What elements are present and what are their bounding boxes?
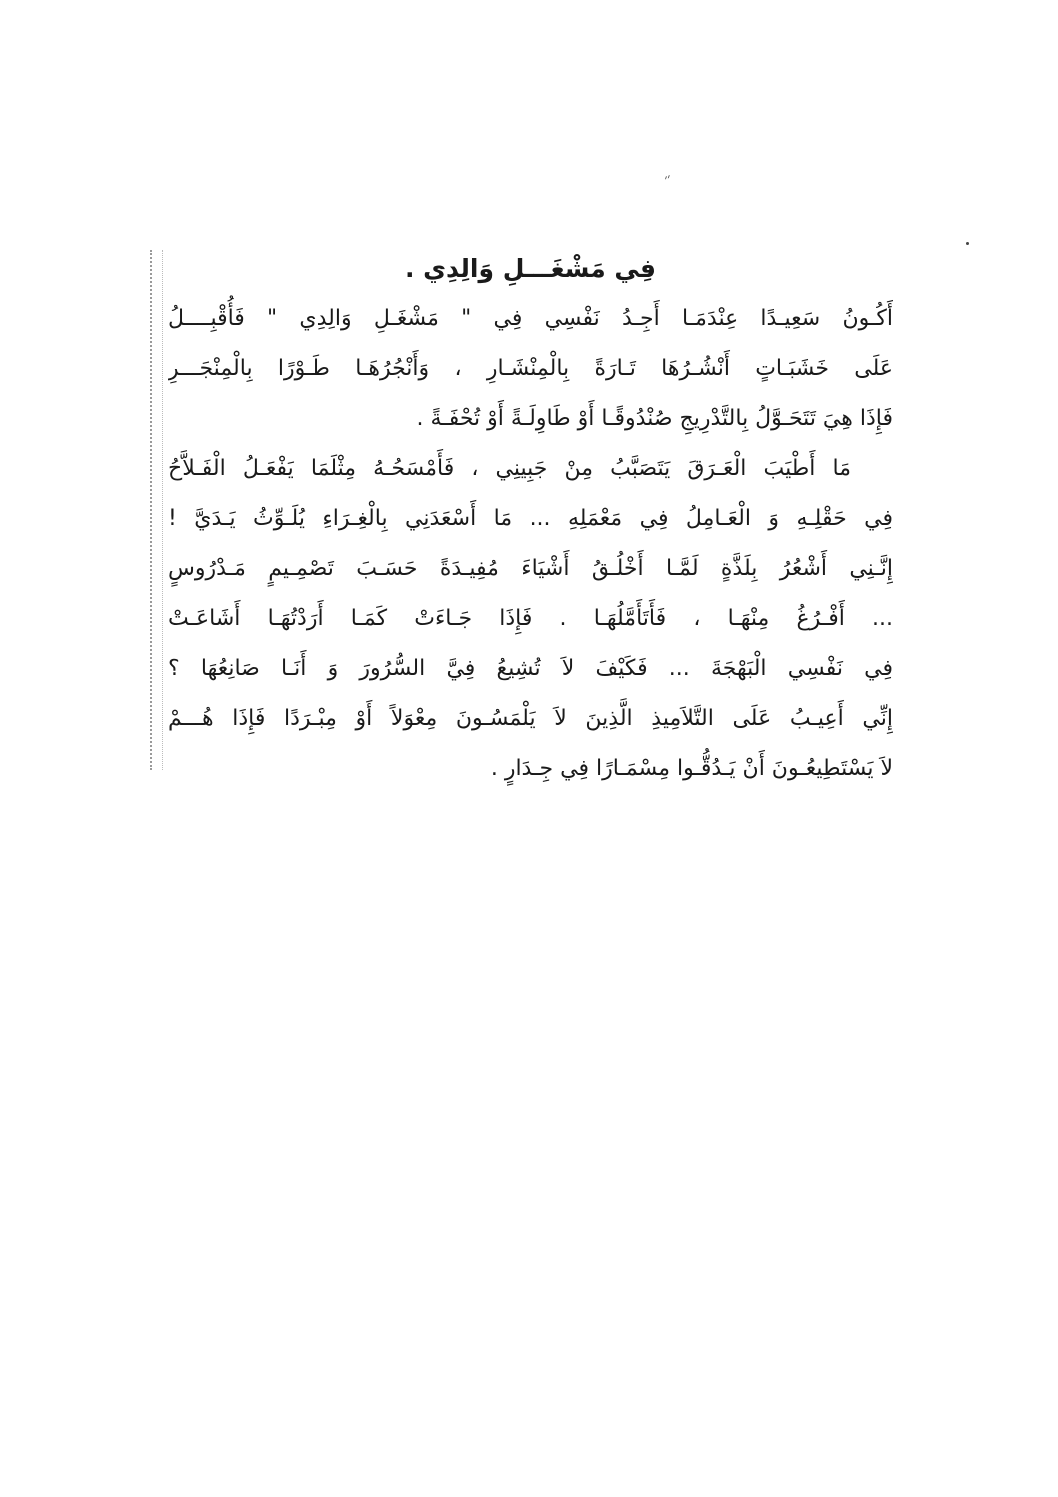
scan-artifact-dot xyxy=(966,242,969,245)
scan-artifact-mark: ״ xyxy=(661,171,675,188)
document-title: فِي مَشْغَـــلِ وَالِدِي . xyxy=(404,254,657,283)
scan-artifact-edge xyxy=(150,250,152,770)
text-line-3: فَإِذَا هِيَ تَتَحَـوَّلُ بِالتَّدْرِيجِ صُنْدُوقًـا أَوْ طَاوِلَـةً أَوْ تُحْفَـةً . xyxy=(416,406,893,431)
text-line-5: فِي حَقْلِـهِ وَ الْعَـامِلُ فِي مَعْمَلِهِ ... مَا أَسْعَدَنِي بِالْغِـرَاءِ يُلَـوِّثُ يَـدَيَّ ! xyxy=(168,506,893,531)
arabic-text-block xyxy=(168,248,893,794)
text-line-9: إِنِّي أَعِيـبُ عَلَى التَّلاَمِيذِ الَّذِينَ لاَ يَلْمَسُـونَ مِعْوَلاً أَوْ مِبْـرَدًا فَإِذَا هُـــمْ xyxy=(168,706,893,731)
text-line-1: أَكُـونُ سَعِيـدًا عِنْدَمَـا أَجِـدُ نَفْسِي فِي " مَشْغَـلِ وَالِدِي " فَأُقْبِــــلُ xyxy=(168,306,893,331)
scan-artifact-edge-inner xyxy=(162,250,163,770)
text-line-8: فِي نَفْسِي الْبَهْجَةَ ... فَكَيْفَ لاَ تُشِيعُ فِيَّ السُّرُورَ وَ أَنَـا صَانِعُهَا ؟ xyxy=(168,656,893,681)
text-line-6: إِنَّـنِي أَشْعُرُ بِلَذَّةٍ لَمَّـا أَخْلُـقُ أَشْيَاءَ مُفِيـدَةً حَسَـبَ تَصْمِـيمٍ مَـدْرُوسٍ xyxy=(168,556,893,581)
text-line-10: لاَ يَسْتَطِيعُـونَ أَنْ يَـدُقُّـوا مِسْمَـارًا فِي جِـدَارٍ . xyxy=(490,756,893,781)
text-line-7: ... أَفْـرُغُ مِنْهَـا ، فَأَتَأَمَّلُهَـا . فَإِذَا جَـاءَتْ كَمَـا أَرَدْتُهَـا أَشَاعَـتْ xyxy=(168,606,893,631)
text-line-4: مَا أَطْيَبَ الْعَـرَقَ يَتَصَبَّبُ مِنْ جَبِينِي ، فَأَمْسَحُـهُ مِثْلَمَا يَفْعَـلُ الْفَـلاَّحُ xyxy=(168,456,851,481)
text-line-2: عَلَى خَشَبَـاتٍ أَنْشُـرُهَا تَـارَةً بِالْمِنْشَـارِ ، وَأَنْجُرُهَـا طَـوْرًا بِالْمِنْجَـــرِ xyxy=(168,356,893,381)
